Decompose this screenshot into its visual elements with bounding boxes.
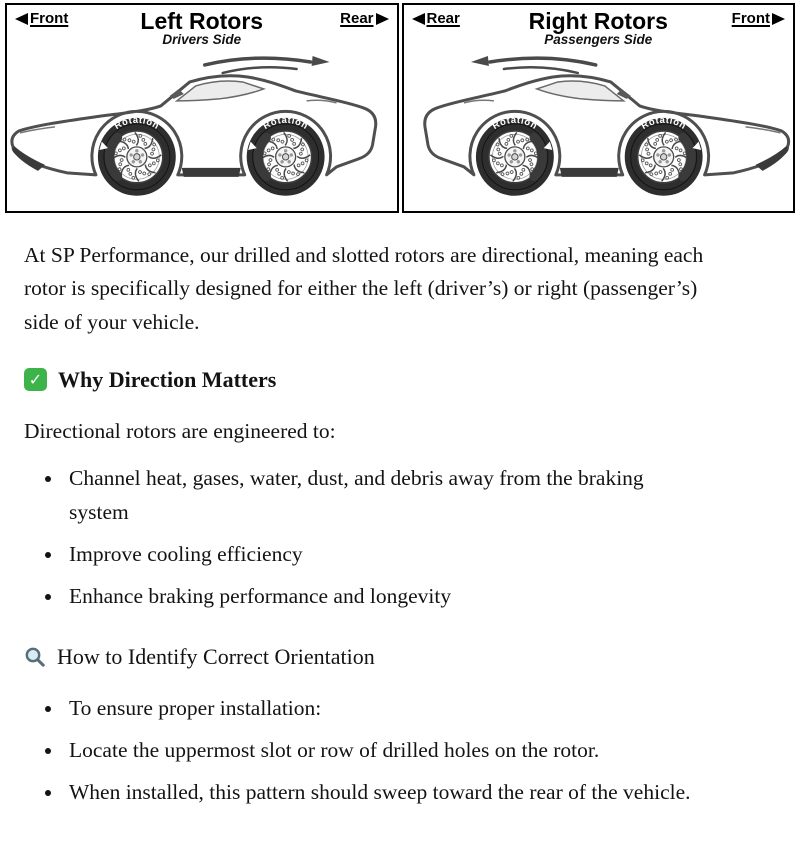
left-panel-header	[7, 5, 397, 47]
right-panel-header	[404, 5, 794, 47]
left-rotors-panel	[5, 3, 399, 213]
direction-text: Front	[30, 10, 69, 27]
arrow-left-icon	[412, 13, 425, 25]
section-title: Why Direction Matters	[58, 366, 277, 392]
list-item: • Channel heat, gases, water, dust, and debris away from the braking system	[64, 462, 699, 529]
engineered-lead-text: Directional rotors are engineered to:	[24, 419, 336, 444]
left-panel-titles	[140, 10, 263, 47]
arrow-right-icon	[772, 13, 785, 25]
orientation-heading	[24, 640, 772, 674]
section-title: How to Identify Correct Orientation	[57, 643, 375, 669]
panel-title: Right Rotors	[528, 8, 668, 34]
right-car-illustration	[404, 49, 794, 211]
panel-subtitle: Drivers Side	[162, 32, 242, 48]
list-item: • When installed, this pattern should sweep toward the rear of the vehicle.	[64, 776, 699, 809]
article-content	[0, 223, 800, 842]
list-item: • To ensure proper installation:	[64, 692, 699, 725]
direction-text: Rear	[340, 10, 374, 27]
list-item: • Locate the uppermost slot or row of drilled holes on the rotor.	[64, 734, 699, 767]
arrow-right-icon	[376, 13, 389, 25]
right-rotors-panel	[402, 3, 796, 213]
panel-subtitle: Passengers Side	[544, 32, 653, 48]
magnifier-icon	[24, 646, 46, 668]
why-direction-heading	[24, 363, 772, 397]
rear-direction-label	[412, 10, 529, 27]
why-direction-bullet-list	[24, 462, 772, 613]
direction-text: Front	[731, 10, 770, 27]
direction-text: Rear	[426, 10, 460, 27]
left-car-illustration	[7, 49, 397, 211]
right-panel-titles	[529, 10, 668, 47]
list-item: • Improve cooling efficiency	[64, 538, 699, 571]
intro-paragraph: At SP Performance, our drilled and slotted rotors are directional, meaning each rotor is specifically designed for either the left (driver’s) or right (passenger’s) side of your vehicle.	[24, 243, 704, 334]
check-mark-icon: ✓	[24, 368, 47, 391]
rotor-direction-diagram	[5, 3, 795, 213]
orientation-bullet-list	[24, 692, 772, 810]
panel-title: Left Rotors	[140, 8, 264, 34]
list-item: • Enhance braking performance and longevity	[64, 580, 699, 613]
front-direction-label	[15, 10, 140, 27]
arrow-left-icon	[15, 13, 28, 25]
rear-direction-label	[340, 10, 388, 27]
front-direction-label	[732, 10, 785, 27]
